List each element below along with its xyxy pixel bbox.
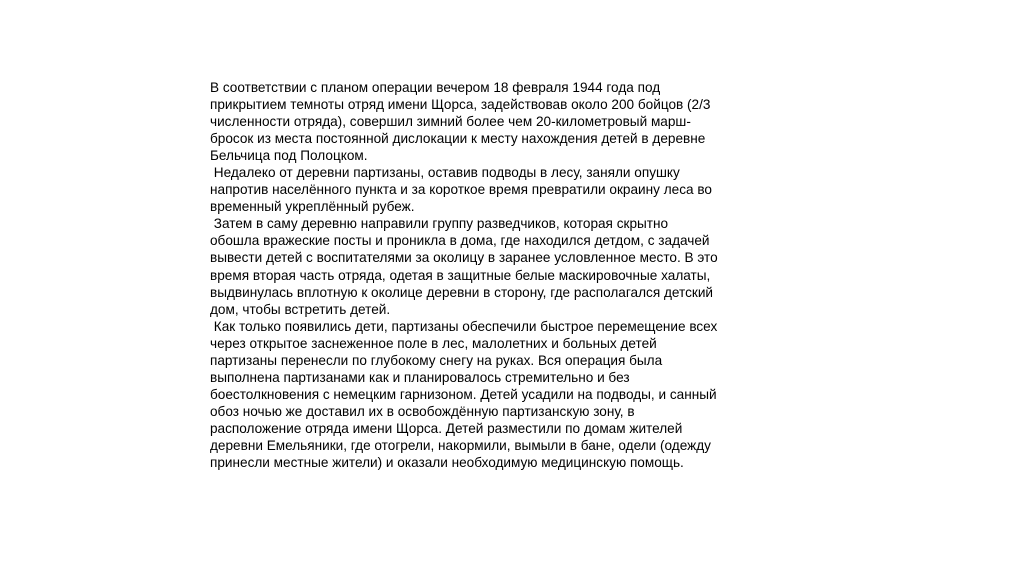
text-line-23: принесли местные жители) и оказали необходимую медицинскую помощь. bbox=[210, 455, 684, 471]
text-line-12: время вторая часть отряда, одетая в защитные белые маскировочные халаты, bbox=[210, 267, 711, 283]
text-line-17: партизаны перенесли по глубокому снегу на руках. Вся операция была bbox=[210, 352, 663, 368]
text-line-8: временный укреплённый рубеж. bbox=[210, 199, 415, 215]
text-line-3: численности отряда), совершил зимний более чем 20-километровый марш- bbox=[210, 114, 691, 130]
text-line-22: деревни Емельяники, где отогрели, накормили, вымыли в бане, одели (одежду bbox=[210, 437, 711, 453]
text-line-6: Недалеко от деревни партизаны, оставив подводы в лесу, заняли опушку bbox=[210, 165, 680, 181]
text-line-21: расположение отряда имени Щорса. Детей разместили по домам жителей bbox=[210, 420, 683, 436]
text-block bbox=[210, 79, 790, 471]
text-line-20: обоз ночью же доставил их в освобождённую партизанскую зону, в bbox=[210, 403, 635, 419]
text-line-4: бросок из места постоянной дислокации к месту нахождения детей в деревне bbox=[210, 131, 706, 147]
text-line-19: боестолкновения с немецким гарнизоном. Детей усадили на подводы, и санный bbox=[210, 386, 717, 402]
text-line-1: В соответствии с планом операции вечером 18 февраля 1944 года под bbox=[210, 80, 661, 95]
text-line-14: дом, чтобы встретить детей. bbox=[210, 301, 391, 317]
text-line-2: прикрытием темноты отряд имени Щорса, задействовав около 200 бойцов (2/3 bbox=[210, 97, 711, 113]
text-line-15: Как только появились дети, партизаны обеспечили быстрое перемещение всех bbox=[210, 318, 718, 334]
text-line-16: через открытое заснеженное поле в лес, малолетних и больных детей bbox=[210, 335, 657, 351]
text-line-7: напротив населённого пункта и за короткое время превратили окраину леса во bbox=[210, 182, 712, 198]
text-line-13: выдвинулась вплотную к околице деревни в сторону, где располагался детский bbox=[210, 284, 714, 300]
text-line-5: Бельчица под Полоцком. bbox=[210, 148, 368, 164]
text-line-11: вывести детей с воспитателями за околицу в заранее условленное место. В это bbox=[210, 250, 718, 266]
text-line-10: обошла вражеские посты и проникла в дома, где находился детдом, с задачей bbox=[210, 233, 710, 249]
text-line-18: выполнена партизанами как и планировалось стремительно и без bbox=[210, 369, 630, 385]
text-line-9: Затем в саму деревню направили группу разведчиков, которая скрытно bbox=[210, 216, 669, 232]
